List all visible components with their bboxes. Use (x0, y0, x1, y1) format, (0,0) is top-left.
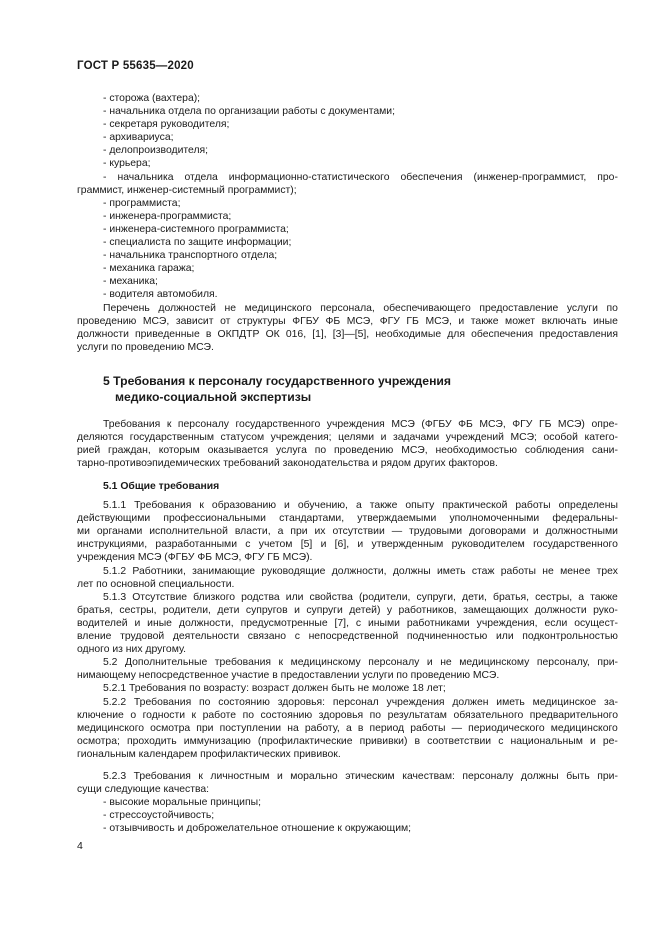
text-line: 5.2.2 Требования по состоянию здоровья: персонал учреждения должен иметь медицинское за- (103, 696, 618, 708)
list-item: - секретаря руководителя; (103, 119, 230, 131)
list-item: - механика гаража; (103, 263, 195, 275)
text-line: должности приведенные в ОКПДТР ОК 016, [1], [3]—[5], необходимые для обеспечения предоставления (77, 328, 618, 340)
list-item: - инженера-программиста; (103, 210, 232, 222)
list-item: - сторожа (вахтера); (103, 93, 201, 104)
text-line: 5.2 Дополнительные требования к медицинскому персоналу и не медицинскому персоналу, при- (103, 657, 618, 669)
text-line: услуги по проведению МСЭ. (77, 341, 214, 353)
list-item: - делопроизводителя; (103, 145, 209, 157)
text-line: проведению МСЭ, зависит от структуры ФГБУ ФБ МСЭ, ФГУ ГБ МСЭ, и также может включать иные (77, 315, 618, 327)
text-line: деляются государственным статусом учреждения; целями и задачами учреждений МСЭ; особой катего- (77, 432, 618, 444)
text-line: нимающему непосредственное участие в предоставлении услуги по проведению МСЭ. (77, 670, 500, 682)
list-item-long (103, 171, 618, 184)
list-item: - механика; (103, 276, 158, 288)
text-line: медицинского осмотра при поступлении на работу, а в период работы — периодического медицинского (77, 722, 618, 734)
list-item: - высокие моральные принципы; (103, 797, 261, 809)
text-line: рией граждан, которым оказывается услуга по проведению МСЭ, необходимостью соблюдения сани- (77, 445, 618, 457)
section-title-line: медико-социальной экспертизы (115, 390, 312, 404)
list-item: - водителя автомобиля. (103, 289, 218, 301)
list-item: - программиста; (103, 197, 181, 209)
text-line: 5.1.1 Требования к образованию и обучению, а также опыту практической работы определены (103, 500, 618, 511)
qualities-list (103, 796, 618, 835)
section-heading (103, 373, 451, 405)
text-line: учреждения МСЭ (ФГБУ ФБ МСЭ, ФГУ ГБ МСЭ). (77, 552, 313, 564)
list-item: - специалиста по защите информации; (103, 237, 292, 249)
list-item-long-cont (77, 184, 618, 197)
text-line: 5.1.2 Работники, занимающие руководящие должности, должны иметь стаж работы не менее трех (103, 565, 618, 577)
position-list-1 (103, 92, 618, 171)
text-line: водителей и иные должности, предусмотренные [7], с иными работниками учреждения, если осущест- (77, 617, 618, 629)
text-line: гиональным календарем профилактических прививок. (77, 748, 341, 760)
list-item: - курьера; (103, 158, 151, 170)
text-line: 5.2.1 Требования по возрасту: возраст должен быть не моложе 18 лет; (103, 683, 446, 695)
document-header: ГОСТ Р 55635—2020 (77, 60, 194, 72)
list-item: - архивариуса; (103, 132, 174, 144)
text-line: Требования к персоналу государственного учреждения МСЭ (ФГБУ ФБ МСЭ, ФГУ ГБ МСЭ) опре- (103, 419, 618, 430)
text-line: сущи следующие качества: (77, 784, 210, 796)
list-item: - инженера-системного программиста; (103, 223, 289, 235)
text-line: тарно-противоэпидемических требований законодательства и рядом других факторов. (77, 458, 498, 470)
text-line: граммист, инженер-системный программист); (77, 184, 297, 196)
text-line: одного из них другому. (77, 644, 186, 656)
text-line: ми органами исполнительной власти, а при их отсутствии — трудовыми договорами и должностными (77, 526, 618, 538)
text-line: лет по основной специальности. (77, 578, 235, 590)
text-line: братья, сестры, родители, дети супругов и супруги детей) у работников, замещающих должности руко- (77, 604, 618, 616)
page-number: 4 (77, 840, 83, 852)
text-line: 5.2.3 Требования к личностным и морально этическим качествам: персоналу должны быть при- (103, 771, 618, 782)
text-line: ключение о годности к работе по состоянию здоровья по результатам обязательного предварительного (77, 709, 618, 721)
text-line: вление трудовой деятельности связано с непосредственной подчиненностью или подконтрольностью (77, 631, 618, 642)
text-line: действующими профессиональными стандартами, утверждаемыми уполномоченными федеральны- (77, 513, 618, 525)
paragraph-5-2-1 (103, 682, 618, 695)
list-item: - начальника транспортного отдела; (103, 250, 278, 262)
text-line: - начальника отдела информационно-статистического обеспечения (инженер-программист, про- (103, 171, 618, 183)
subsection-heading: 5.1 Общие требования (103, 481, 220, 492)
section-title-line: 5 Требования к персоналу государственного учреждения (103, 374, 452, 388)
list-item: - отзывчивость и доброжелательное отношение к окружающим; (103, 823, 412, 835)
text-line: Перечень должностей не медицинского персонала, обеспечивающего предоставление услуги по (103, 302, 618, 314)
text-line: 5.1.3 Отсутствие близкого родства или свойства (родители, супруги, дети, братья, сестры, а также (103, 591, 618, 603)
position-list-2 (103, 197, 618, 302)
text-line: осмотра; проходить иммунизацию (профилактические прививки) в соответствии с национальным и ре- (77, 735, 618, 747)
text-line: инструкциями, разработанными с учетом [5] и [6], и утвержденным руководителем государственного (77, 539, 618, 551)
list-item: - стрессоустойчивость; (103, 810, 215, 822)
list-item: - начальника отдела по организации работы с документами; (103, 106, 395, 118)
